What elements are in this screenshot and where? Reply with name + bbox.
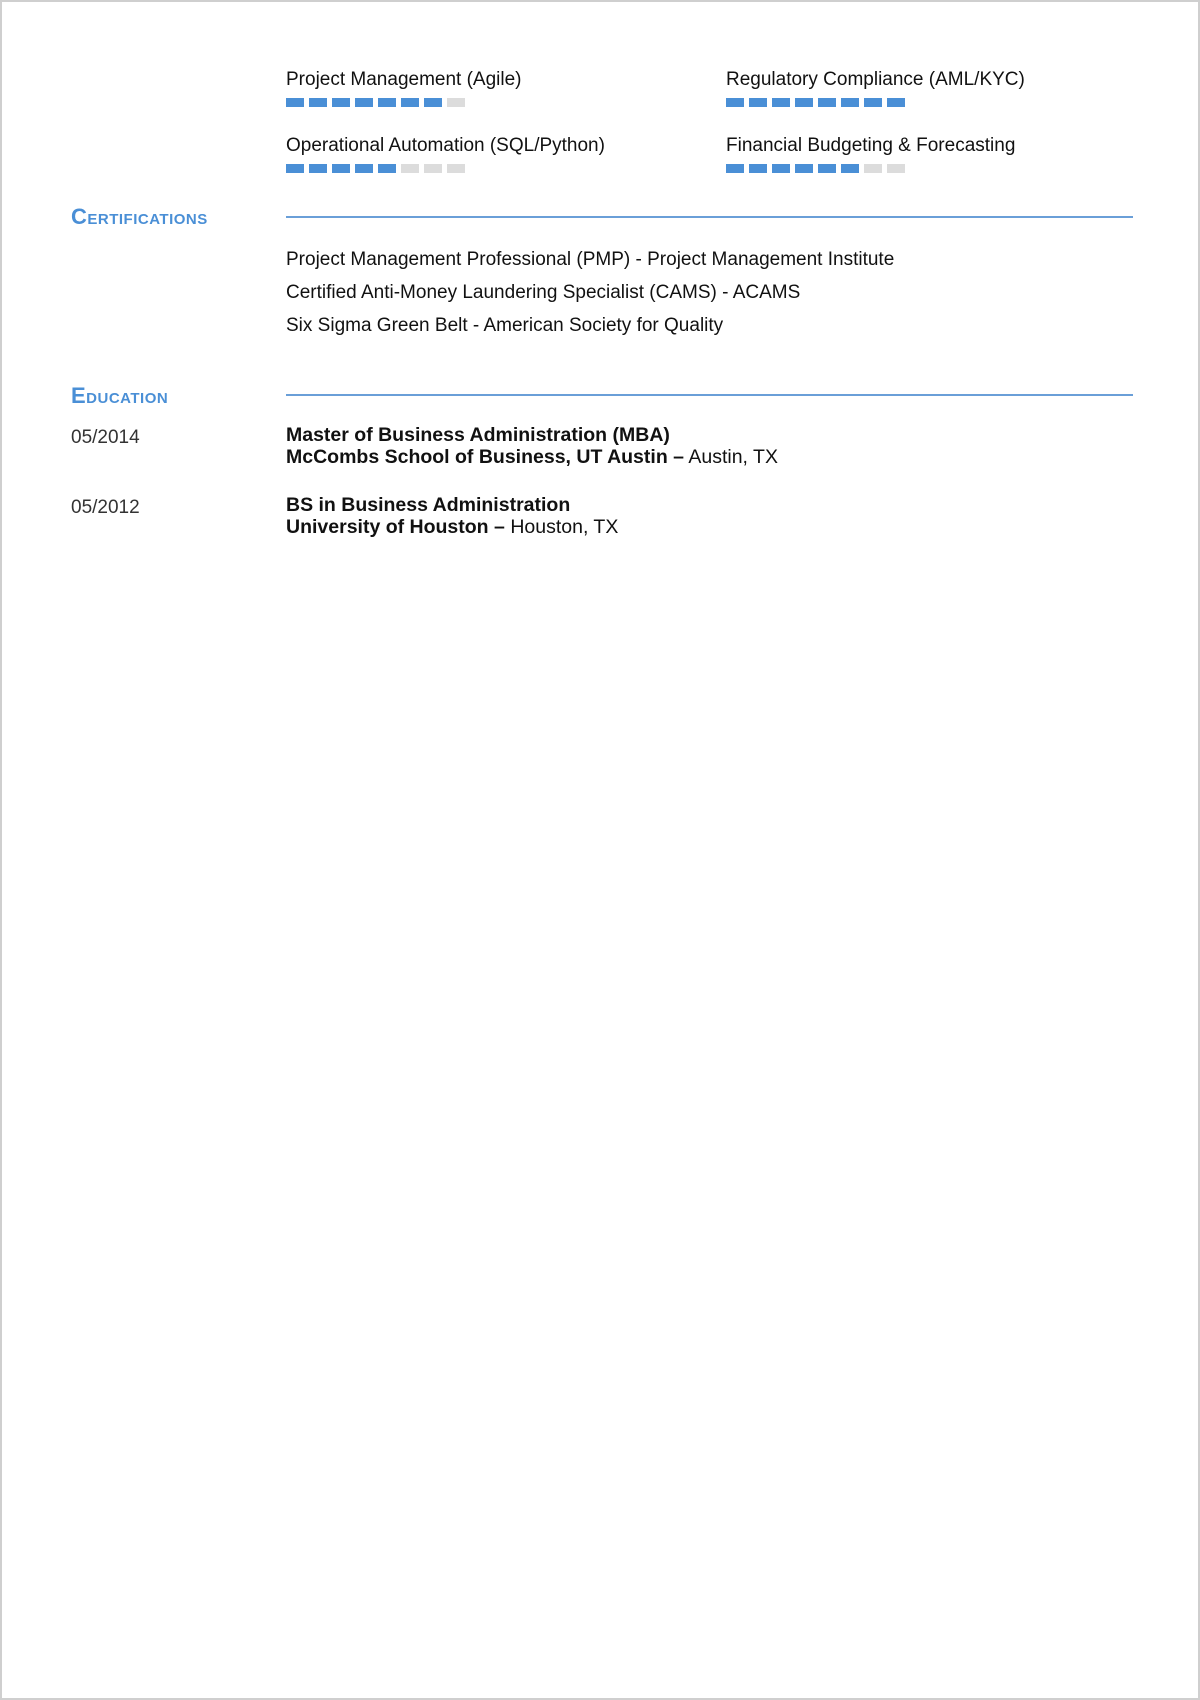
skill-segment-filled <box>841 98 859 107</box>
skill-segment-filled <box>818 98 836 107</box>
skills-grid <box>286 68 1136 174</box>
certification-item: Certified Anti-Money Laundering Specialist (CAMS) - ACAMS <box>286 282 801 303</box>
skill-level-bar <box>286 98 726 108</box>
certification-item: Six Sigma Green Belt - American Society for Quality <box>286 315 724 336</box>
skill-segment-filled <box>887 98 905 107</box>
skill-segment-filled <box>355 164 373 173</box>
skill-name: Regulatory Compliance (AML/KYC) <box>726 69 1025 90</box>
skill-segment-filled <box>286 164 304 173</box>
skill-item <box>726 134 1136 174</box>
skill-segment-filled <box>795 164 813 173</box>
skill-segment-filled <box>726 98 744 107</box>
skill-segment-filled <box>424 98 442 107</box>
education-dash: – <box>494 516 505 538</box>
education-school: University of Houston <box>286 516 489 538</box>
skill-segment-filled <box>749 164 767 173</box>
skill-segment-empty <box>887 164 905 173</box>
skill-segment-filled <box>378 98 396 107</box>
education-degree: Master of Business Administration (MBA) <box>286 424 670 446</box>
skill-item <box>286 134 726 174</box>
skill-segment-filled <box>749 98 767 107</box>
education-school: McCombs School of Business, UT Austin <box>286 446 668 468</box>
education-date: 05/2014 <box>71 427 140 448</box>
education-school-line <box>286 446 1126 468</box>
certification-item: Project Management Professional (PMP) - Project Management Institute <box>286 249 895 270</box>
skill-segment-filled <box>772 98 790 107</box>
skill-segment-filled <box>726 164 744 173</box>
skill-level-bar <box>726 164 1136 174</box>
education-date: 05/2012 <box>71 497 140 518</box>
education-details <box>286 424 1126 468</box>
education-details <box>286 494 1126 538</box>
skill-segment-filled <box>795 98 813 107</box>
skill-item <box>726 68 1136 108</box>
skill-name: Operational Automation (SQL/Python) <box>286 135 605 156</box>
skill-level-bar <box>726 98 1136 108</box>
education-location: Austin, TX <box>688 446 778 468</box>
skill-segment-filled <box>864 98 882 107</box>
skill-name: Project Management (Agile) <box>286 69 522 90</box>
skill-segment-empty <box>447 164 465 173</box>
skill-segment-filled <box>772 164 790 173</box>
skill-segment-filled <box>355 98 373 107</box>
skill-segment-filled <box>309 98 327 107</box>
skill-segment-filled <box>818 164 836 173</box>
certifications-heading: Certifications <box>71 204 208 229</box>
skill-segment-empty <box>424 164 442 173</box>
skill-segment-empty <box>447 98 465 107</box>
skill-segment-filled <box>332 98 350 107</box>
certifications-list <box>286 248 1136 347</box>
education-location: Houston, TX <box>510 516 619 538</box>
skill-segment-filled <box>401 98 419 107</box>
skill-level-bar <box>286 164 726 174</box>
education-dash: – <box>673 446 685 468</box>
education-divider <box>286 394 1133 396</box>
education-school-line <box>286 516 1126 538</box>
skill-segment-filled <box>841 164 859 173</box>
certifications-divider <box>286 216 1133 218</box>
skill-segment-empty <box>401 164 419 173</box>
skill-segment-empty <box>864 164 882 173</box>
skill-name: Financial Budgeting & Forecasting <box>726 135 1016 156</box>
skill-segment-filled <box>332 164 350 173</box>
education-degree: BS in Business Administration <box>286 494 571 516</box>
education-heading: Education <box>71 383 169 408</box>
skill-segment-filled <box>309 164 327 173</box>
skill-segment-filled <box>378 164 396 173</box>
skill-item <box>286 68 726 108</box>
skill-segment-filled <box>286 98 304 107</box>
